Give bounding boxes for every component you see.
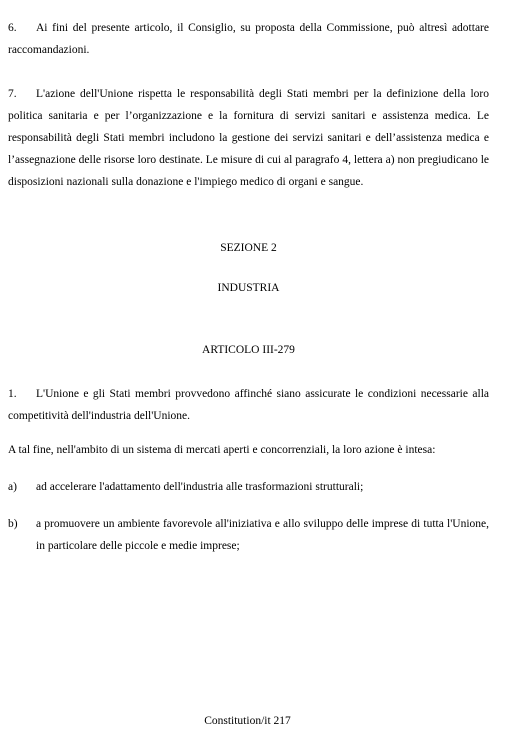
- list-item-label: a): [8, 481, 17, 493]
- paragraph-text: Ai fini del presente articolo, il Consiglio, su proposta della Commissione, può altresì adottare raccomandazioni.: [8, 22, 489, 56]
- paragraph-number: 1.: [8, 388, 17, 400]
- paragraph-number: 7.: [8, 88, 17, 100]
- list-item-label: b): [8, 518, 18, 530]
- paragraph-number: 6.: [8, 22, 17, 34]
- article-intro: A tal fine, nell'ambito di un sistema di mercati aperti e concorrenziali, la loro azione è intesa:: [8, 444, 436, 456]
- page-footer: Constitution/it 217: [204, 715, 291, 727]
- article-paragraph-1: [8, 383, 489, 427]
- document-page: [8, 17, 489, 557]
- paragraph-text: L'azione dell'Unione rispetta le responsabilità degli Stati membri per la definizione della loro politica sanitaria e per l’organizzazione e la fornitura di servizi sanitari e assistenza medica. Le responsabilità degli Stati membri includono la gestione dei servizi sanitari e dell’assistenza medica e l’assegnazione delle risorse loro destinate. Le misure di cui al paragrafo 4, lettera a) non pregiudicano le disposizioni nazionali sulla donazione e l'impiego medico di organi e sangue.: [8, 88, 489, 188]
- paragraph-7: [8, 83, 489, 193]
- section-subtitle: INDUSTRIA: [217, 282, 280, 294]
- list-item-a: [8, 476, 489, 498]
- list-item-text: ad accelerare l'adattamento dell'industria alle trasformazioni strutturali;: [36, 481, 364, 493]
- paragraph-text: L'Unione e gli Stati membri provvedono affinché siano assicurate le condizioni necessarie alla competitività dell'industria dell'Unione.: [8, 388, 489, 422]
- list-item-text: a promuovere un ambiente favorevole all'iniziativa e allo sviluppo delle imprese di tutta l'Unione, in particolare delle piccole e medie imprese;: [36, 518, 489, 552]
- article-title: ARTICOLO III-279: [202, 344, 295, 356]
- section-title: SEZIONE 2: [220, 242, 277, 254]
- paragraph-6: [8, 17, 489, 61]
- list-item-b: [8, 513, 489, 557]
